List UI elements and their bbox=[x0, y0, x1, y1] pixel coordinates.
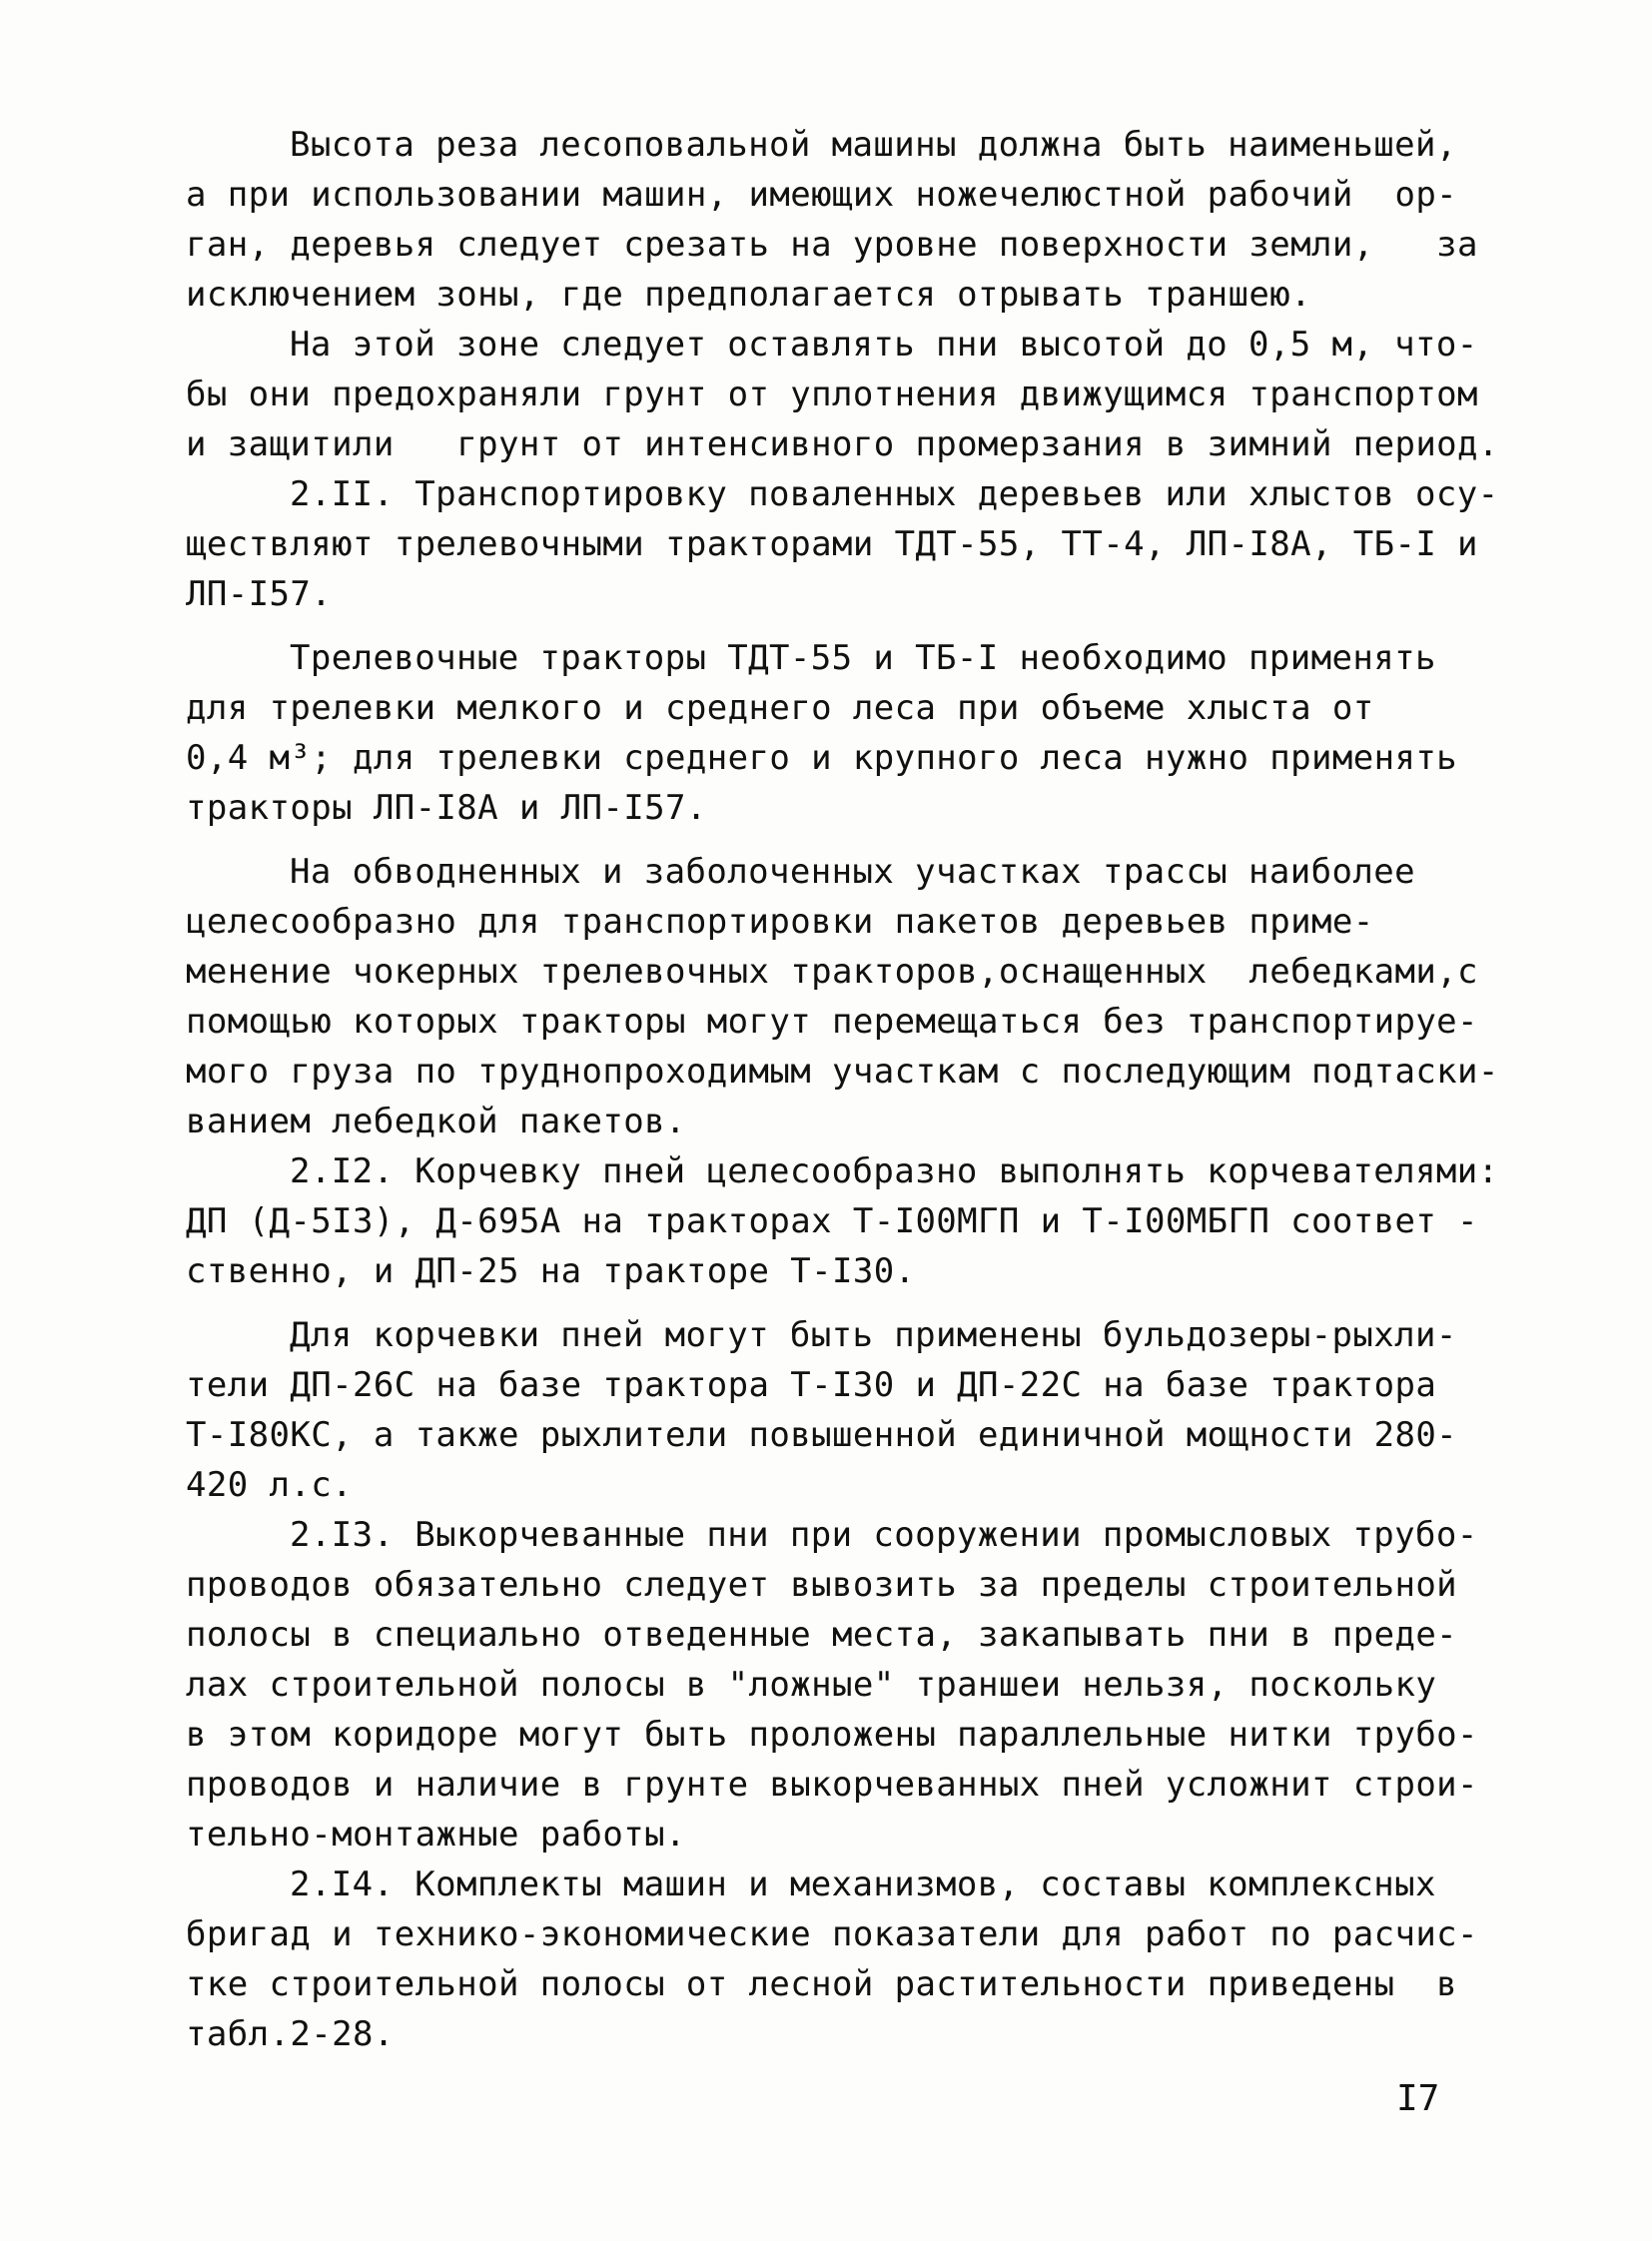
text-line: На этой зоне следует оставлять пни высотой до 0,5 м, что- bbox=[290, 325, 1478, 365]
text-line: 2.I3. Выкорчеванные пни при сооружении промысловых трубо- bbox=[290, 1515, 1478, 1555]
text-line: 420 л.с. bbox=[186, 1465, 353, 1505]
text-line: проводов и наличие в грунте выкорчеванных пней усложнит строи- bbox=[186, 1765, 1478, 1805]
text-line: ванием лебедкой пакетов. bbox=[186, 1102, 686, 1141]
text-line: полосы в специально отведенные места, закапывать пни в преде- bbox=[186, 1615, 1458, 1655]
text-line: тельно-монтажные работы. bbox=[186, 1815, 686, 1855]
text-line: ЛП-I57. bbox=[186, 574, 333, 614]
text-line: и защитили грунт от интенсивного промерзания в зимний период. bbox=[186, 424, 1499, 464]
text-line: бы они предохраняли грунт от уплотнения движущимся транспортом bbox=[186, 374, 1478, 414]
text-line: 2.I2. Корчевку пней целесообразно выполнять корчевателями: bbox=[290, 1151, 1499, 1191]
text-line: исключением зоны, где предполагается отрывать траншею. bbox=[186, 275, 1311, 315]
text-line: проводов обязательно следует вывозить за пределы строительной bbox=[186, 1565, 1458, 1605]
text-line: тракторы ЛП-I8А и ЛП-I57. bbox=[186, 788, 707, 828]
text-line: для трелевки мелкого и среднего леса при объеме хлыста от bbox=[186, 688, 1374, 728]
text-line: 0,4 м³; для трелевки среднего и крупного леса нужно применять bbox=[186, 738, 1458, 778]
text-line: менение чокерных трелевочных тракторов,оснащенных лебедками,с bbox=[186, 952, 1478, 992]
body-text bbox=[186, 120, 1499, 2059]
text-line: Т-I80КС, а также рыхлители повышенной единичной мощности 280- bbox=[186, 1415, 1458, 1455]
text-line: ДП (Д-5I3), Д-695А на тракторах Т-I00МГП и Т-I00МБГП соответ - bbox=[186, 1201, 1478, 1241]
text-line: ган, деревья следует срезать на уровне поверхности земли, за bbox=[186, 225, 1478, 265]
text-line: а при использовании машин, имеющих ножечелюстной рабочий ор- bbox=[186, 175, 1458, 215]
page-number: I7 bbox=[1396, 2078, 1440, 2119]
text-line: Трелевочные тракторы ТДТ-55 и ТБ-I необходимо применять bbox=[290, 638, 1436, 678]
text-line: ществляют трелевочными тракторами ТДТ-55, ТТ-4, ЛП-I8А, ТБ-I и bbox=[186, 524, 1478, 564]
text-line: в этом коридоре могут быть проложены параллельные нитки трубо- bbox=[186, 1715, 1478, 1755]
text-line: Высота реза лесоповальной машины должна быть наименьшей, bbox=[290, 125, 1457, 165]
text-line: 2.II. Транспортировку поваленных деревьев или хлыстов осу- bbox=[290, 474, 1499, 514]
text-line: помощью которых тракторы могут перемещаться без транспортируе- bbox=[186, 1002, 1478, 1042]
text-line: ственно, и ДП-25 на тракторе Т-I30. bbox=[186, 1251, 916, 1291]
text-line: мого груза по труднопроходимым участкам с последующим подтаски- bbox=[186, 1052, 1499, 1092]
text-line: На обводненных и заболоченных участках трассы наиболее bbox=[290, 852, 1415, 892]
text-line: лах строительной полосы в "ложные" траншеи нельзя, поскольку bbox=[186, 1665, 1437, 1705]
text-line: тке строительной полосы от лесной растительности приведены в bbox=[186, 1964, 1458, 2004]
text-line: Для корчевки пней могут быть применены бульдозеры-рыхли- bbox=[290, 1315, 1457, 1355]
text-line: 2.I4. Комплекты машин и механизмов, составы комплексных bbox=[290, 1865, 1436, 1904]
text-line: бригад и технико-экономические показатели для работ по расчис- bbox=[186, 1914, 1478, 1954]
text-line: табл.2-28. bbox=[186, 2014, 395, 2054]
text-line: целесообразно для транспортировки пакетов деревьев приме- bbox=[186, 902, 1374, 942]
text-line: тели ДП-26С на базе трактора Т-I30 и ДП-22С на базе трактора bbox=[186, 1365, 1437, 1405]
